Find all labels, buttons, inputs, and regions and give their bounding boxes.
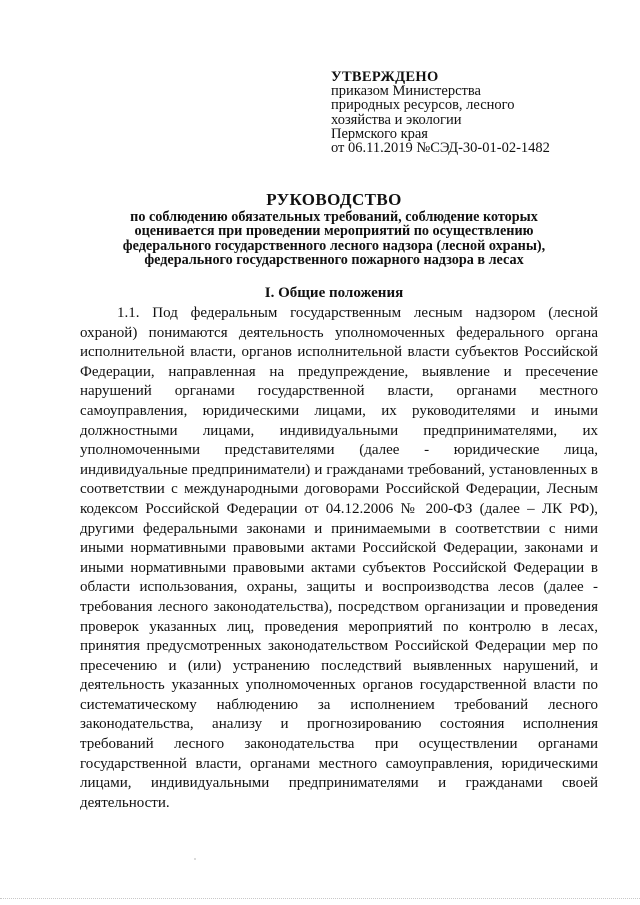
document-title: РУКОВОДСТВО xyxy=(266,190,402,209)
approval-line: приказом Министерства xyxy=(331,83,481,100)
approval-line: Пермского края xyxy=(331,125,428,142)
section-heading: I. Общие положения xyxy=(264,285,404,301)
document-subtitle-line: оценивается при проведении мероприятий по осуществлению xyxy=(134,223,534,240)
approval-line: природных ресурсов, лесного xyxy=(331,97,515,114)
document-subtitle-line: по соблюдению обязательных требований, соблюдение которых xyxy=(130,209,538,225)
approval-heading: УТВЕРЖДЕНО xyxy=(331,69,439,85)
approval-order-number: от 06.11.2019 №СЭД-30-01-02-1482 xyxy=(331,140,550,157)
approval-line: хозяйства и экологии xyxy=(331,111,462,128)
document-title-block xyxy=(90,190,578,268)
scan-speck xyxy=(194,858,196,860)
scan-edge-line xyxy=(0,898,640,899)
approval-stamp xyxy=(331,70,571,155)
document-subtitle-line: федерального государственного лесного надзора (лесной охраны), xyxy=(122,237,546,254)
document-subtitle-line: федерального государственного пожарного надзора в лесах xyxy=(144,252,524,269)
body-paragraph: 1.1. Под федеральным государственным лесным надзором (лесной охраной) понимаются деятельность уполномоченных федерального органа исполнительной власти, органов исполнительной власти субъектов Российской Федерации, направленная на предупреждение, выявление и пресечение нарушений органами государственной власти, органами местного самоуправления, юридическими лицами, их руководителями и иными должностными лицами, индивидуальными предпринимателями, их уполномоченными представителями (далее - юридические лица, индивидуальные предприниматели) и гражданами требований, установленных в соответствии с международными договорами Российской Федерации, Лесным кодексом Российской Федерации от 04.12.2006 № 200-ФЗ (далее – ЛК РФ), другими федеральными законами и принимаемыми в соответствии с ними иными нормативными правовыми актами Российской Федерации, законами и иными нормативными правовыми актами субъектов Российской Федерации в области использования, охраны, защиты и воспроизводства лесов (далее - требования лесного законодательства), посредством организации и проведения проверок указанных лиц, проведения мероприятий по контролю в лесах, принятия предусмотренных законодательством Российской Федерации мер по пресечению и (или) устранению последствий выявленных нарушений, и деятельность указанных уполномоченных органов государственной власти по систематическому наблюдению за исполнением требований лесного законодательства, анализу и прогнозированию состояния исполнения требований лесного законодательства при осуществлении органами государственной власти, органами местного самоуправления, юридическими лицами, индивидуальными предпринимателями и гражданами своей деятельности. xyxy=(80,305,598,811)
